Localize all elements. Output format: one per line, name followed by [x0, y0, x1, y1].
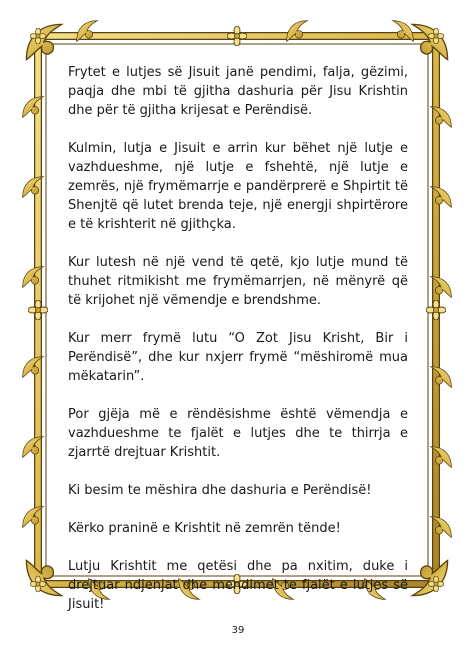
- paragraph-calm-prayer: Lutju Krishtit me qetësi dhe pa nxitim, duke i drejtuar ndjenjat dhe mendimet te fjalët e lutjes së Jisuit!: [68, 559, 408, 612]
- paragraph-attention: Por gjëja më e rëndësishme është vëmendja e vazhdueshme te fjalët e lutjes dhe te thirrja e zjarrtë drejtuar Krishtit.: [68, 407, 408, 460]
- paragraph-culmination: Kulmin, lutja e Jisuit e arrin kur bëhet një lutje e vazhdueshme, një lutje e fshehtë, një lutje e zemrës, një frymëmarrje e pandërprerë e Shpirtit të Shenjtë që lutet brenda teje, një energji shpirtërore e të krishterit në gjithçka.: [68, 141, 408, 232]
- prayer-text-body: [68, 63, 408, 633]
- paragraph-fruits-of-prayer: Frytet e lutjes së Jisuit janë pendimi, falja, gëzimi, paqja dhe mbi të gjitha dashuria për Jisu Krishtin dhe për të gjitha krijesat e Perëndisë.: [68, 65, 408, 118]
- paragraph-faith: Ki besim te mëshira dhe dashuria e Perëndisë!: [68, 483, 372, 498]
- paragraph-breathing: Kur merr frymë lutu “O Zot Jisu Krisht, Bir i Perëndisë”, dhe kur nxjerr frymë “mëshiromë mua mëkatarin”.: [68, 331, 408, 384]
- paragraph-quiet-place: Kur lutesh në një vend të qetë, kjo lutje mund të thuhet ritmikisht me frymëmarrjen, në mënyrë që të krijohet një vëmendje e brendshme.: [68, 255, 408, 308]
- page-number: 39: [231, 625, 245, 636]
- paragraph-presence: Kërko praninë e Krishtit në zemrën tënde!: [68, 521, 341, 536]
